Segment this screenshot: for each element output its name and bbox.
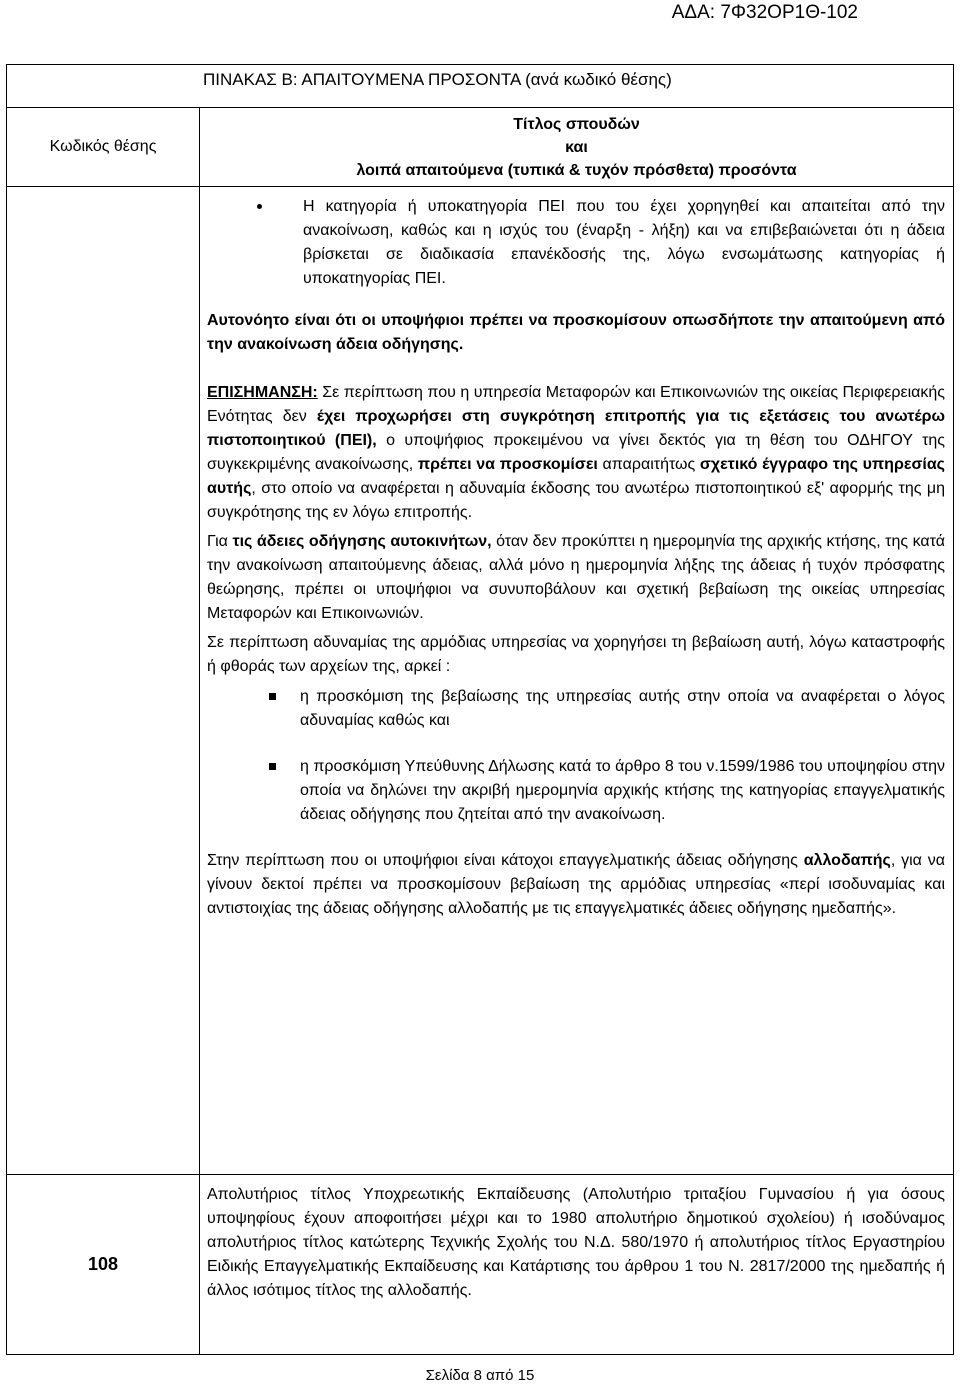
list-item bbox=[207, 755, 945, 827]
foreign-bold: αλλοδαπής bbox=[803, 852, 891, 869]
notice-paragraph bbox=[207, 381, 945, 525]
table-row bbox=[7, 1175, 954, 1355]
square-item-2: η προσκόμιση Υπεύθυνης Δήλωσης κατά το άρθρο 8 του ν.1599/1986 του υποψηφίου στην οποία να δηλώνει την ακριβή ημερομηνία αρχικής κτήσης της κατηγορίας επαγγελματικής άδειας οδήγησης που ζητείται από την ανακοίνωση. bbox=[300, 758, 945, 823]
foreign-license-paragraph bbox=[207, 849, 945, 921]
pei-category-text: Η κατηγορία ή υποκατηγορία ΠΕΙ που του έχει χορηγηθεί και απαιτείται από την ανακοίνωση, καθώς και η ισχύς του (έναρξη - λήξη) και να επιβεβαιώνεται ότι η άδεια βρίσκεται σε διαδικασία επανέκδοσής της, λόγω ενσωμάτωσης κατηγορίας ή υποκατηγορίας ΠΕΙ. bbox=[303, 198, 945, 287]
ada-code: ΑΔΑ: 7Φ32ΟΡ1Θ-102 bbox=[671, 2, 858, 23]
qualifications-cell bbox=[200, 187, 954, 1175]
notice-text-2: ο υποψήφιος προκειμένου να γίνει δεκτός για τη θέση του ΟΔΗΓΟΥ της συγκεκριμένης ανακοίνωσης, bbox=[207, 432, 945, 473]
col-header-line1: Τίτλος σπουδών bbox=[513, 116, 640, 133]
requirements-table bbox=[6, 64, 954, 1355]
list-item bbox=[207, 685, 945, 733]
notice-bold-1: έχει προχωρήσει στη συγκρότηση επιτροπής για τις εξετάσεις του ανωτέρω πιστοποιητικού (ΠΕΙ), bbox=[207, 408, 945, 449]
inability-paragraph: Σε περίπτωση αδυναμίας της αρμόδιας υπηρεσίας να χορηγήσει τη βεβαίωση αυτή, λόγω καταστροφής ή φθοράς των αρχείων της, αρκεί : bbox=[207, 634, 945, 675]
table-title: ΠΙΝΑΚΑΣ Β: ΑΠΑΙΤΟΥΜΕΝΑ ΠΡΟΣΟΝΤΑ (ανά κωδικό θέσης) bbox=[7, 65, 954, 108]
education-requirement-text: Απολυτήριος τίτλος Υποχρεωτικής Εκπαίδευσης (Απολυτήριο τριταξίου Γυμνασίου ή για όσους υποψηφίους έχουν αποφοιτήσει μέχρι και το 1980 απολυτήριο δημοτικού σχολείου) ή ισοδύναμος απολυτήριος τίτλος κατώτερης Τεχνικής Σχολής του Ν.Δ. 580/1970 ή απολυτήριος τίτλος Εργαστηρίου Ειδικής Επαγγελματικής Εκπαίδευσης και Κατάρτισης του άρθρου 1 του Ν. 2817/2000 της ημεδαπής ή άλλος ισότιμος τίτλος της αλλοδαπής. bbox=[207, 1186, 945, 1299]
notice-label: ΕΠΙΣΗΜΑΝΣΗ: bbox=[207, 384, 318, 401]
notice-text-3: απαραιτήτως bbox=[597, 456, 700, 473]
notice-text-1: Σε περίπτωση που η υπηρεσία Μεταφορών και Επικοινωνιών της οικείας Περιφερειακής Ενότητας δεν bbox=[207, 384, 945, 425]
square-bullet-icon bbox=[269, 763, 276, 770]
list-item bbox=[207, 195, 945, 291]
notice-bold-2: πρέπει να προσκομίσει bbox=[417, 456, 598, 473]
notice-text-4: , στο οποίο να αναφέρεται η αδυναμία έκδοσης του ανωτέρω πιστοποιητικού εξ' αφορμής της μη συγκρότησης της εν λόγω επιτροπής. bbox=[207, 480, 945, 521]
position-code: 108 bbox=[7, 1175, 200, 1355]
foreign-text-2: , για να γίνουν δεκτοί πρέπει να προσκομίσουν βεβαίωση της αρμόδιας υπηρεσίας «περί ισοδυναμίας και αντιστοιχίας της άδειας οδήγησης αλλοδαπής με τις επαγγελματικές άδειες οδήγησης ημεδαπής». bbox=[207, 852, 946, 917]
col-header-qualifications bbox=[200, 108, 954, 187]
square-bullet-icon bbox=[269, 693, 276, 700]
square-item-1: η προσκόμιση της βεβαίωσης της υπηρεσίας αυτής στην οποία να αναφέρεται ο λόγος αδυναμίας καθώς και bbox=[300, 688, 945, 729]
bullet-dot-icon bbox=[257, 204, 262, 209]
qualifications-cell bbox=[200, 1175, 954, 1355]
licenses-text-2: όταν δεν προκύπτει η ημερομηνία της αρχικής κτήσης, της κατά την ανακοίνωση απαιτούμενης άδειας, αλλά μόνο η ημερομηνία λήξης της άδειας ή τυχόν πρόσφατης θεώρησης, πρέπει οι υποψήφιοι να συνυποβάλουν και σχετική βεβαίωση της οικείας υπηρεσίας Μεταφορών και Επικοινωνιών. bbox=[207, 533, 946, 622]
mandatory-license-text: Αυτονόητο είναι ότι οι υποψήφιοι πρέπει να προσκομίσουν οπωσδήποτε την απαιτούμενη από την ανακοίνωση άδεια οδήγησης. bbox=[207, 312, 945, 353]
notice-bold-3: σχετικό έγγραφο της υπηρεσίας αυτής bbox=[207, 456, 945, 497]
code-cell-empty bbox=[7, 187, 200, 1175]
col-header-code: Κωδικός θέσης bbox=[7, 108, 200, 187]
col-header-line2: και bbox=[565, 139, 588, 156]
foreign-text-1: Στην περίπτωση που οι υποψήφιοι είναι κάτοχοι επαγγελματικής άδειας οδήγησης bbox=[207, 852, 804, 869]
table-row bbox=[7, 187, 954, 1175]
table-title-row bbox=[7, 65, 954, 108]
table-header-row bbox=[7, 108, 954, 187]
licenses-bold: τις άδειες οδήγησης αυτοκινήτων, bbox=[232, 533, 492, 550]
licenses-text-1: Για bbox=[207, 533, 233, 550]
page-number: Σελίδα 8 από 15 bbox=[425, 1367, 535, 1384]
col-header-line3: λοιπά απαιτούμενα (τυπικά & τυχόν πρόσθετα) προσόντα bbox=[356, 162, 797, 179]
licenses-paragraph bbox=[207, 530, 945, 626]
